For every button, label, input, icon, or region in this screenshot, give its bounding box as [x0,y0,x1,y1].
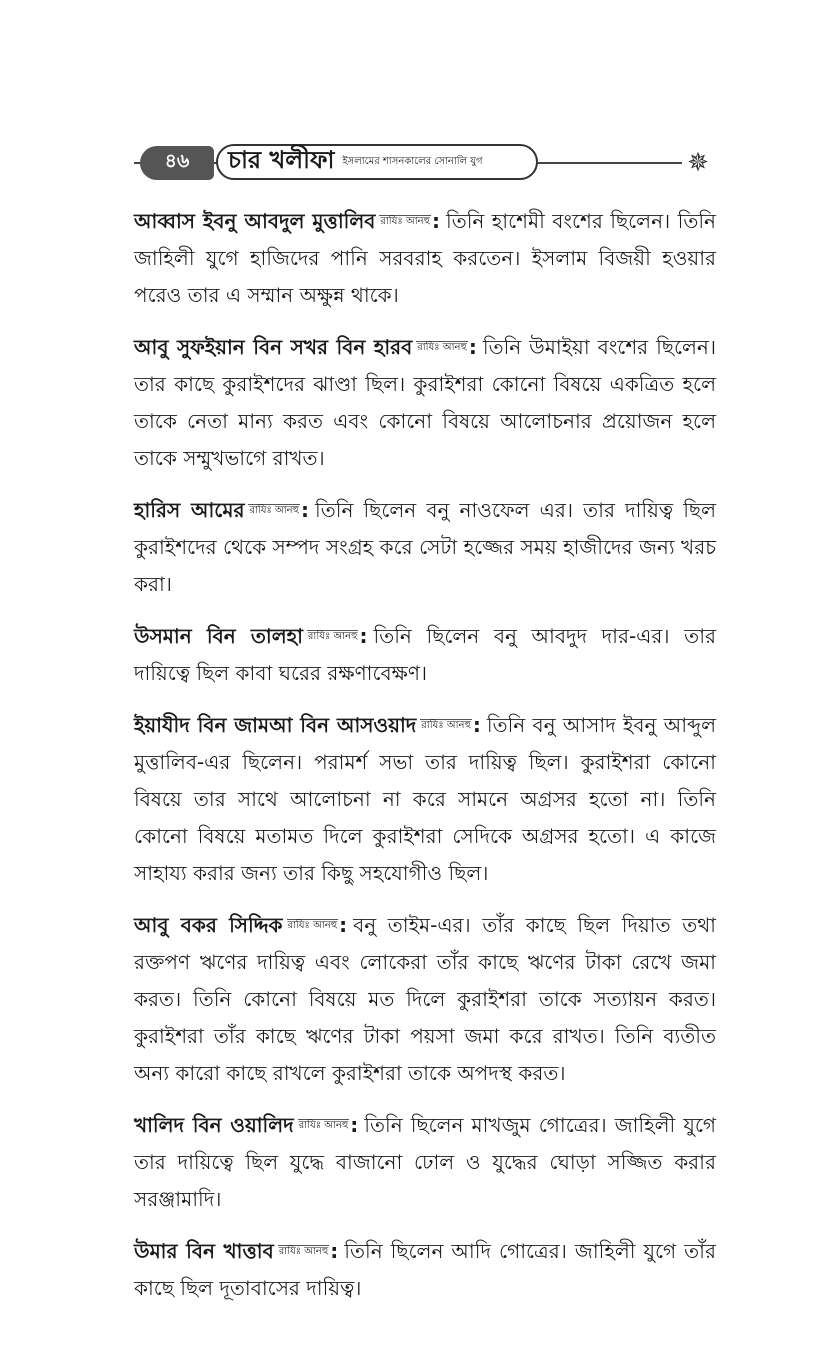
colon: : [339,913,348,937]
page-body [134,203,716,1322]
paragraph [134,1107,716,1218]
flower-ornament-icon: ✵ [682,147,714,179]
honorific-mark: রাযিঃ আনহু [249,505,300,516]
paragraph-text: তিনি ছিলেন মাখজুম গোত্রের। জাহিলী যুগে তার দায়িত্বে ছিল যুদ্ধে বাজানো ঢোল ও যুদ্ধের ঘোড়া সজ্জিত করার সরঞ্জামাদি। [134,1113,716,1211]
book-subtitle: ইসলামের শাসনকালের সোনালি যুগ [342,155,483,167]
paragraph [134,707,716,892]
paragraph-text: তিনি উমাইয়া বংশের ছিলেন। তার কাছে কুরাইশদের ঝাণ্ডা ছিল। কুরাইশরা কোনো বিষয়ে একত্রিত হলে তাকে নেতা মান্য করত এবং কোনো বিষয়ে আলোচনার প্রয়োজন হলে তাকে সম্মুখভাগে রাখত। [134,335,716,470]
person-name: উমার বিন খাত্তাব [134,1239,274,1263]
colon: : [330,1239,339,1263]
colon: : [468,335,477,359]
paragraph-text: তিনি ছিলেন আদি গোত্রের। জাহিলী যুগে তাঁর কাছে ছিল দূতাবাসের দায়িত্ব। [134,1239,716,1300]
paragraph-text: বনু তাইম-এর। তাঁর কাছে ছিল দিয়াত তথা রক্তপণ ঋণের দায়িত্ব এবং লোকেরা তাঁর কাছে ঋণের টাকা রেখে জমা করত। তিনি কোনো বিষয়ে মত দিলে কুরাইশরা তাকে সত্যায়ন করত। কুরাইশরা তাঁর কাছে ঋণের টাকা পয়সা জমা করে রাখত। তিনি ব্যতীত অন্য কারো কাছে রাখলে কুরাইশরা তাকে অপদস্থ করত। [134,913,716,1085]
paragraph [134,492,716,603]
person-name: খালিদ বিন ওয়ালিদ [134,1113,294,1137]
paragraph [134,329,716,477]
colon: : [472,713,481,737]
person-name: উসমান বিন তালহা [134,624,303,648]
paragraph-text: তিনি বনু আসাদ ইবনু আব্দুল মুত্তালিব-এর ছিলেন। পরামর্শ সভা তার দায়িত্ব ছিল। কুরাইশরা কোনো বিষয়ে তার সাথে আলোচনা না করে সামনে অগ্রসর হতো না। তিনি কোনো বিষয়ে মতামত দিলে কুরাইশরা সেদিকে অগ্রসর হতো। এ কাজে সাহায্য করার জন্য তার কিছু সহযোগীও ছিল। [134,713,716,885]
paragraph [134,203,716,314]
running-header [134,138,710,188]
book-title-box [216,144,538,180]
colon: : [359,624,368,648]
colon: : [350,1113,359,1137]
honorific-mark: রাযিঃ আনহু [298,1120,349,1131]
paragraph [134,907,716,1092]
honorific-mark: রাযিঃ আনহু [287,920,338,931]
person-name: আব্বাস ইবনু আবদুল মুত্তালিব [134,209,376,233]
paragraph [134,1233,716,1307]
paragraph-text: তিনি ছিলেন বনু নাওফেল এর। তার দায়িত্ব ছিল কুরাইশদের থেকে সম্পদ সংগ্রহ করে সেটা হজ্জের সময় হাজীদের জন্য খরচ করা। [134,498,716,596]
person-name: আবু বকর সিদ্দিক [134,913,283,937]
honorific-mark: রাযিঃ আনহু [421,720,471,731]
paragraph-text: তিনি হাশেমী বংশের ছিলেন। তিনি জাহিলী যুগে হাজিদের পানি সরবরাহ করতেন। ইসলাম বিজয়ী হওয়ার পরেও তার এ সম্মান অক্ষুন্ন থাকে। [134,209,716,307]
person-name: আবু সুফইয়ান বিন সখর বিন হারব [134,335,413,359]
paragraph-text: তিনি ছিলেন বনু আবদুদ দার-এর। তার দায়িত্বে ছিল কাবা ঘরের রক্ষণাবেক্ষণ। [134,624,716,685]
colon: : [301,498,310,522]
page-number: ৪৬ [140,146,214,180]
honorific-mark: রাযিঃ আনহু [278,1246,329,1257]
honorific-mark: রাযিঃ আনহু [417,342,467,353]
person-name: হারিস আমের [134,498,245,522]
honorific-mark: রাযিঃ আনহু [307,631,358,642]
book-title: চার খলীফা [228,146,335,174]
paragraph [134,618,716,692]
honorific-mark: রাযিঃ আনহু [380,216,430,227]
colon: : [431,209,440,233]
person-name: ইয়াযীদ বিন জামআ বিন আসওয়াদ [134,713,417,737]
